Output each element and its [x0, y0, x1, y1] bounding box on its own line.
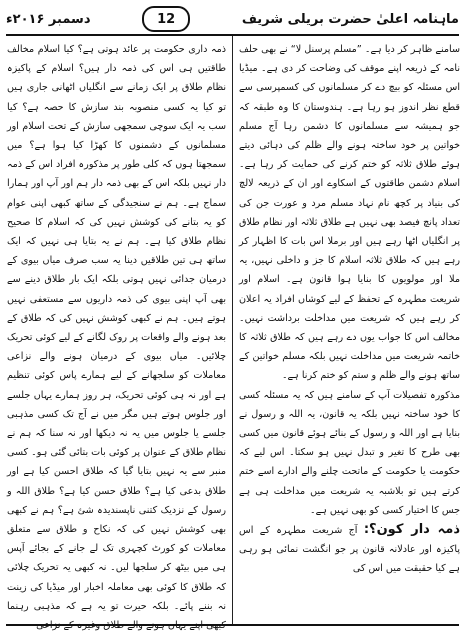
- issue-date: دسمبر ۲۰۱۶ء: [6, 11, 91, 27]
- section-heading: ذمہ دار کون؟:: [363, 522, 461, 538]
- paragraph-text: آج شریعت مطہرہ کے اس پاکیزہ اور عادلانہ قانون پر جو انگشت نمائی ہو رہی ہے کیا حقیقت میں اس کی: [239, 525, 460, 575]
- footer-rule: [6, 624, 459, 626]
- page-number: 12: [142, 6, 190, 32]
- right-column: [239, 40, 460, 620]
- closing-paragraph: [239, 520, 460, 579]
- paragraph: سامنے ظاہر کر دیا ہے۔ ”مسلم پرسنل لا“ نے بھی حلف نامہ کے ذریعہ اپنے موقف کی وضاحت کر دی ہے۔ میڈیا اس مسئلہ کو بیچ دے کر مسلمانوں کی کسمپرسی سے قطع نظر اندوز ہو رہا ہے۔ ہندوستان کا وہ طبقہ کہ جو ہمیشہ سے مسلمانوں کا دشمن رہا آج مسلم خواتین پر خود ساختہ ہونے والے ظلم کی دہائی دیتے ہوئے طلاق ثلاثہ کو ختم کرنے کی حمایت کر رہا ہے۔ اسلام دشمن طاقتوں کے اسکاوے اور ان کے ذریعہ لالچ کی بنیاد پر کچھ نام نہاد مسلم مرد و عورت جن کی تعداد پانچ فیصد بھی نہیں ہے طلاق ثلاثہ اور نظام طلاق پر انگلیاں اٹھا رہے ہیں اور برملا اس بات کا اظہار کر رہے ہیں کہ طلاق ثلاثہ اسلام کا جز و داخلی نہیں، یہ ملا اور مولویوں کا بنایا ہوا قانون ہے۔ اسلام اور شریعت مطہرہ کے تحفظ کے لیے کوشاں افراد یہ اعلان کر رہے ہیں کہ شریعت میں مداخلت برداشت نہیں۔ مخالف اس کا جواب یوں دے رہے ہیں کہ طلاق ثلاثہ کا خاتمہ شریعت میں مداخلت نہیں بلکہ مسلم خواتین کے ساتھ ہونے والے ظلم و ستم کو ختم کرنا ہے۔: [239, 44, 460, 382]
- paragraph: ذمہ داری حکومت پر عائد ہوتی ہے؟ کیا اسلام مخالف طاقتیں ہی اس کی ذمہ دار ہیں؟ اسلام کے پاکیزہ نظام طلاق پر ایک زمانے سے انگلیاں اٹھانی جاری ہیں تو کیا یہ کسی منصوبہ بند سازش کا حصہ ہے؟ کیا سب یہ ایک سوچی سمجھی سازش کے تحت اسلام اور مسلمانوں کے دشمنوں کا کھڑا کیا ہوا ہے؟ میں سمجھتا ہوں کہ کلی طور پر مذکورہ افراد اس کے ذمہ دار نہیں بلکہ اس کے بھی ذمہ دار ہم اور آپ اور ہمارا سماج ہے۔ ہم نے سنجیدگی کے ساتھ کبھی اپنی عوام کو یہ بتانے کی کوشش نہیں کی کہ اسلام کا صحیح نظام طلاق کیا ہے۔ ہم نے یہ بتایا ہی نہیں کہ ایک ساتھ ہی تین طلاقیں دینا یہ سب صرف میاں بیوی کے درمیان جدائی نہیں ہوتی بلکہ ایک بار طلاق دینے سے بھی آپ اپنی بیوی کی ذمہ داریوں سے مستعفی نہیں ہوتے ہیں۔ ہم نے کبھی کوشش نہیں کی کہ طلاق کے بعد ہونے والے واقعات پر روک لگانے کے لیے کوئی تحریک چلائیں۔ میاں بیوی کے درمیان ہونے والے نزاعی معاملات کو سلجھانے کے لیے ہمارے پاس کوئی تنظیم ہے اور نہ ہی کوئی تحریک، ہر روز ہمارے یہاں جلسے اور جلوس ہوتے ہیں مگر میں نے آج تک کسی مذہبی جلسے یا جلوس میں یہ نہ دیکھا اور نہ سنا کہ ہم نے نظام طلاق کے عنوان پر کوئی بات بتائی گئی ہو۔ کسی منبر سے یہ نہیں بتایا گیا کہ طلاق احسن کیا ہے اور طلاق بدعی کیا ہے؟ طلاق حسن کیا ہے؟ طلاق اللہ و رسول کے نزدیک کتنی ناپسندیدہ شئ ہے؟ ہم نے کبھی بھی کوشش نہیں کی کہ نکاح و طلاق سے متعلق معاملات کو کورٹ کچہری تک لے جانے کے بجائے آپس ہی میں بیٹھ کر سلجھا لیں۔ نہ کبھی یہ تحریک چلائی کہ طلاق کا کوئی بھی معاملہ اخبار اور میڈیا کی زینت نہ بننے پائے۔ بلکہ حیرت تو یہ ہے کہ مذہبی رہنما: [7, 44, 226, 612]
- column-divider: [232, 36, 233, 624]
- left-column: [7, 40, 226, 620]
- paragraph: مذکورہ تفصیلات آپ کے سامنے ہیں کہ یہ مسئلہ کسی کا خود ساختہ نہیں بلکہ یہ قانون، یہ اللہ و رسول نے بنایا ہے اور اللہ و رسول کے بنائے ہوئے قانون میں کسی بھی طرح کا تغیر و تبدل نہیں ہو سکتا۔ اس لیے کہ حکومت یا حکومت کے ماتحت چلنے والے ادارے اسے ختم کرتے ہیں تو بلاشبہ یہ شریعت میں مداخلت ہی ہے جس کا اختیار کسی کو بھی نہیں ہے۔: [239, 389, 460, 516]
- page-header: [6, 6, 459, 32]
- magazine-name: ماہنامہ اعلیٰ حضرت بریلی شریف: [241, 11, 459, 27]
